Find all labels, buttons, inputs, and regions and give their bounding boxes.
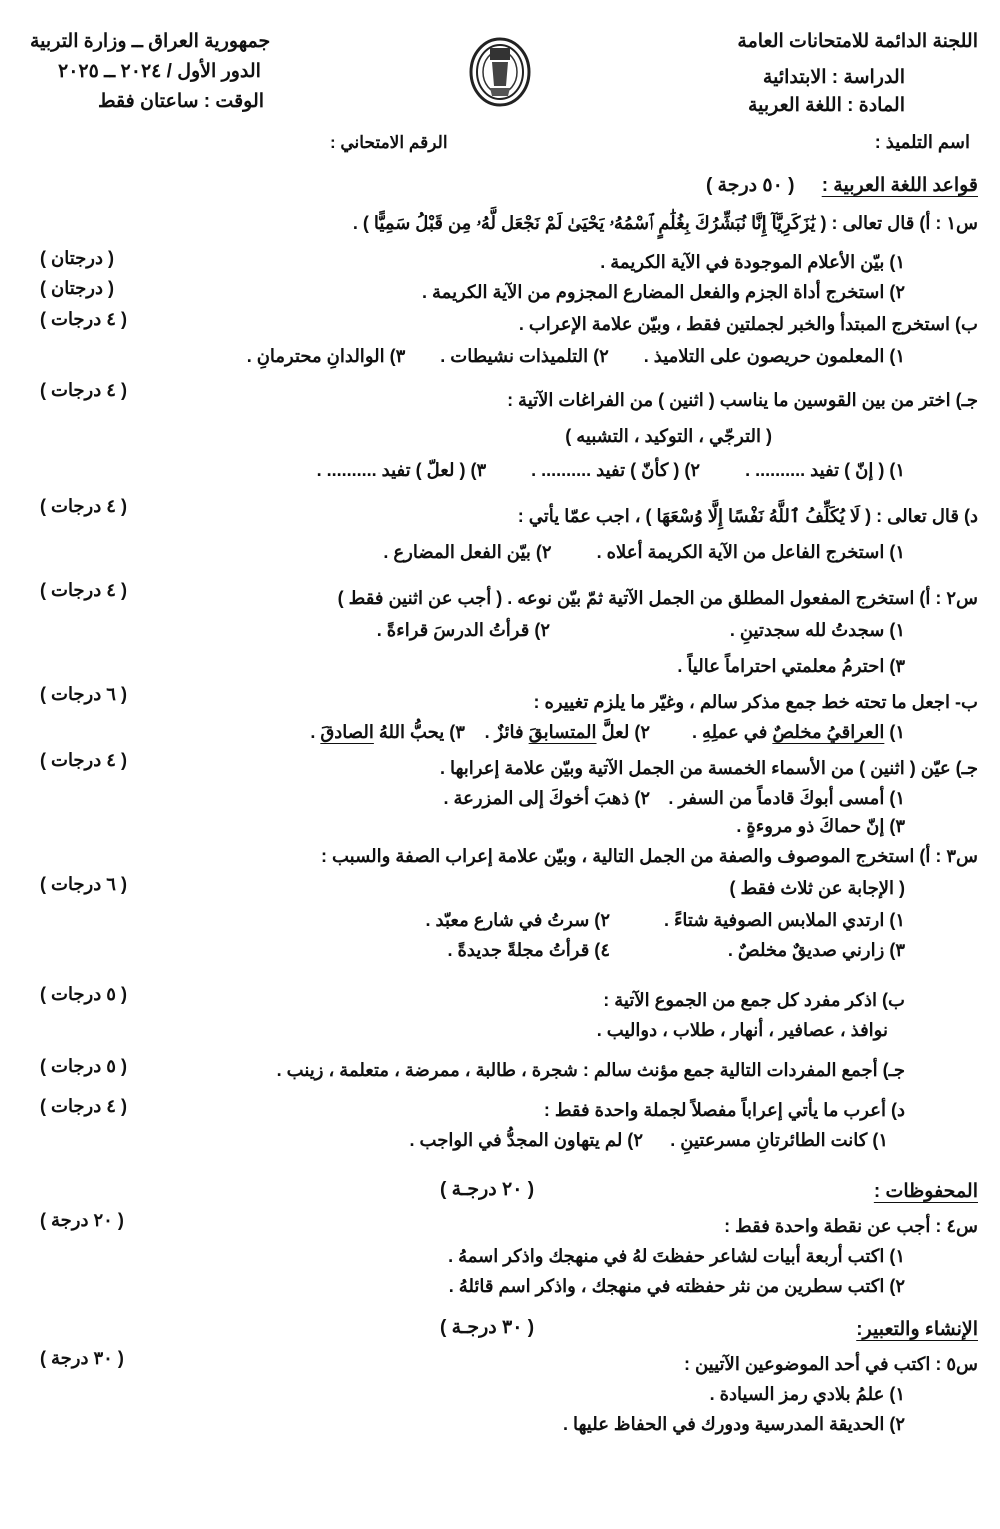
q1-c-item: ٣) ( لعلّ ) تفيد .......... . bbox=[316, 460, 487, 480]
q1-d-intro: د) قال تعالى : ( لَا يُكَلِّفُ ٱللَّهُ نَفْسًا إِلَّا وُسْعَهَا ) ، اجب عمّا يأتي : bbox=[517, 506, 978, 526]
q2-b-item: ٢) لعلَّ المتسابقَ فائزٌ . bbox=[484, 722, 650, 742]
section-composition-heading bbox=[856, 1318, 978, 1342]
q3-b-marks: ( ٥ درجات ) bbox=[40, 984, 127, 1004]
q1-c-item: ١) ( إنّ ) تفيد .......... . bbox=[745, 460, 905, 480]
q3-b-intro: ب) اذكر مفرد كل جمع من الجموع الآتية : bbox=[603, 990, 905, 1010]
section-memorization-marks: ( ٢٠ درجـة ) bbox=[440, 1179, 535, 1200]
q5-item-1: ١) علمُ بلادي رمز السيادة . bbox=[709, 1384, 905, 1404]
study-level: الدراسة : الابتدائية bbox=[762, 67, 905, 88]
q4-intro: س٤ : أجب عن نقطة واحدة فقط : bbox=[724, 1216, 978, 1236]
q2-b-item: ٣) يحبُّ اللهُ الصادقَ . bbox=[310, 722, 465, 742]
q1-d-item: ١) استخرج الفاعل من الآية الكريمة أعلاه . bbox=[596, 542, 905, 562]
q2-c-intro: جـ) عيّن ( اثنين ) من الأسماء الخمسة من الجمل الآتية وبيّن علامة إعرابها . bbox=[439, 758, 978, 778]
q1-c-intro: جـ) اختر من بين القوسين ما يناسب ( اثنين ) من الفراغات الآتية : bbox=[507, 390, 978, 410]
q2-b-items bbox=[310, 720, 905, 744]
q5-item-2: ٢) الحديقة المدرسية ودورك في الحفاظ عليها . bbox=[563, 1414, 905, 1434]
q3-a-item: ٢) سرتُ في شارع معبّد . bbox=[425, 910, 610, 930]
q1-c-options: ( الترجّي ، التوكيد ، التشبيه ) bbox=[565, 426, 772, 446]
q2-a-item: ١) سجدتُ لله سجدتينِ . bbox=[729, 620, 905, 640]
q2-c-item: ١) أمسى أبوكَ قادماً من السفر . bbox=[668, 788, 905, 808]
exam-round: الدور الأول / ٢٠٢٤ ــ ٢٠٢٥ bbox=[58, 61, 261, 82]
q2-b-intro: ب- اجعل ما تحته خط جمع مذكر سالم ، وغيّر ما يلزم تغييره : bbox=[533, 692, 978, 712]
section-grammar-title: قواعد اللغة العربية : bbox=[821, 175, 978, 196]
q3-d-intro: د) أعرب ما يأتي إعراباً مفصلاً لجملة واحدة فقط : bbox=[543, 1100, 905, 1120]
q3-d-marks: ( ٤ درجات ) bbox=[40, 1096, 127, 1116]
q3-a-item: ٤) قرأتُ مجلةً جديدةً . bbox=[447, 940, 610, 960]
q2-a-item-3: ٣) احترمُ معلمتي احتراماً عالياً . bbox=[677, 656, 905, 676]
q3-a-intro: س٣ : أ) استخرج الموصوف والصفة من الجمل التالية ، وبيّن علامة إعراب الصفة والسبب : bbox=[321, 846, 978, 866]
q5-marks: ( ٣٠ درجة ) bbox=[40, 1348, 124, 1368]
q2-b-item: ١) العراقيُ مخلصٌ في عملِهِ . bbox=[691, 722, 905, 742]
q1-b-marks: ( ٤ درجات ) bbox=[40, 309, 127, 329]
q3-c-intro: جـ) أجمع المفردات التالية جمع مؤنث سالم : شجرة ، طالبة ، ممرضة ، متعلمة ، زينب . bbox=[276, 1060, 905, 1080]
section-composition-marks: ( ٣٠ درجـة ) bbox=[440, 1317, 535, 1338]
q3-a-note: ( الإجابة عن ثلاث فقط ) bbox=[729, 878, 905, 898]
q3-a-item: ١) ارتدي الملابس الصوفية شتاءً . bbox=[663, 910, 905, 930]
q1-d-items bbox=[383, 540, 905, 564]
subject-name: المادة : اللغة العربية bbox=[747, 95, 905, 116]
committee-name: اللجنة الدائمة للامتحانات العامة bbox=[737, 31, 978, 52]
q3-a-row-1 bbox=[426, 908, 905, 932]
q3-a-item: ٣) زارني صديقٌ مخلصٌ . bbox=[727, 940, 905, 960]
q2-a-marks: ( ٤ درجات ) bbox=[40, 580, 127, 600]
underlined-word: المتسابقَ bbox=[528, 722, 597, 742]
emblem-icon bbox=[468, 36, 532, 108]
section-memorization-heading bbox=[874, 1180, 978, 1204]
q1-a-item-2: ٢) استخرج أداة الجزم والفعل المضارع المجزوم من الآية الكريمة . bbox=[422, 282, 905, 302]
q2-a-items bbox=[377, 618, 905, 642]
q2-c-items bbox=[443, 786, 905, 810]
q4-item-1: ١) اكتب أربعة أبيات لشاعر حفظتَ لهُ في منهجك واذكر اسمهُ . bbox=[448, 1246, 905, 1266]
q3-d-items bbox=[410, 1128, 888, 1152]
q4-marks: ( ٢٠ درجة ) bbox=[40, 1210, 124, 1230]
q1-c-items bbox=[317, 458, 905, 482]
q3-d-item: ١) كانت الطائرتانِ مسرعتينِ . bbox=[670, 1130, 888, 1150]
q1-b-item: ٢) التلميذات نشيطات . bbox=[440, 346, 609, 366]
underlined-word: العراقيُ مخلصٌ bbox=[772, 722, 885, 742]
q1-a1-marks: ( درجتان ) bbox=[40, 248, 114, 268]
q1-a-intro: س١ : أ) قال تعالى : ( يَٰزَكَرِيَّآ إِنَّا نُبَشِّرُكَ بِغُلَٰمٍ ٱسْمُهُۥ يَحْيَىٰ لَمْ نَجْعَل لَّهُۥ مِن قَبْلُ سَمِيًّا ) . bbox=[352, 213, 978, 233]
q1-c-marks: ( ٤ درجات ) bbox=[40, 380, 127, 400]
q1-b-intro: ب) استخرج المبتدأ والخبر لجملتين فقط ، وبيّن علامة الإعراب . bbox=[518, 314, 978, 334]
section-grammar-heading bbox=[706, 174, 978, 198]
ministry-name: جمهورية العراق ــ وزارة التربية bbox=[30, 31, 271, 52]
underlined-word: الصادقَ bbox=[320, 722, 374, 742]
q4-item-2: ٢) اكتب سطرين من نثر حفظته في منهجك ، واذكر اسم قائلهُ . bbox=[448, 1276, 905, 1296]
student-name-label: اسم التلميذ : bbox=[874, 132, 970, 152]
q1-b-items bbox=[247, 344, 905, 368]
q1-d-item: ٢) بيّن الفعل المضارع . bbox=[383, 542, 552, 562]
q1-a-item-1: ١) بيّن الأعلام الموجودة في الآية الكريمة . bbox=[600, 252, 905, 272]
q1-c-item: ٢) ( كأنّ ) تفيد .......... . bbox=[531, 460, 701, 480]
exam-number-label: الرقم الامتحاني : bbox=[330, 133, 448, 152]
q1-d-marks: ( ٤ درجات ) bbox=[40, 496, 127, 516]
section-grammar-marks: ( ٥٠ درجة ) bbox=[705, 175, 795, 196]
q1-b-item: ٣) الوالدانِ محترمانِ . bbox=[246, 346, 406, 366]
section-memorization-title: المحفوظات : bbox=[873, 1181, 978, 1202]
q5-intro: س٥ : اكتب في أحد الموضوعين الآتيين : bbox=[683, 1354, 978, 1374]
q2-c-item-3: ٣) إنّ حماكَ ذو مروءةٍ . bbox=[736, 816, 905, 836]
q2-c-item: ٢) ذهبَ أخوكَ إلى المزرعة . bbox=[443, 788, 650, 808]
q3-b-words: نوافذ ، عصافير ، أنهار ، طلاب ، دواليب . bbox=[596, 1020, 888, 1040]
q1-a2-marks: ( درجتان ) bbox=[40, 278, 114, 298]
q1-b-item: ١) المعلمون حريصون على التلاميذ . bbox=[643, 346, 905, 366]
q2-b-marks: ( ٦ درجات ) bbox=[40, 684, 127, 704]
section-composition-title: الإنشاء والتعبير: bbox=[856, 1319, 978, 1340]
q2-c-marks: ( ٤ درجات ) bbox=[40, 750, 127, 770]
q2-a-item: ٢) قرأتُ الدرسَ قراءةً . bbox=[376, 620, 550, 640]
q3-a-marks: ( ٦ درجات ) bbox=[40, 874, 127, 894]
q2-a-intro: س٢ : أ) استخرج المفعول المطلق من الجمل الآتية ثمّ بيّن نوعه . ( أجب عن اثنين فقط ) bbox=[337, 588, 978, 608]
exam-time: الوقت : ساعتان فقط bbox=[98, 91, 265, 112]
q3-a-row-2 bbox=[447, 938, 905, 962]
q3-c-marks: ( ٥ درجات ) bbox=[40, 1056, 127, 1076]
q3-d-item: ٢) لم يتهاون المجدُّ في الواجب . bbox=[409, 1130, 643, 1150]
